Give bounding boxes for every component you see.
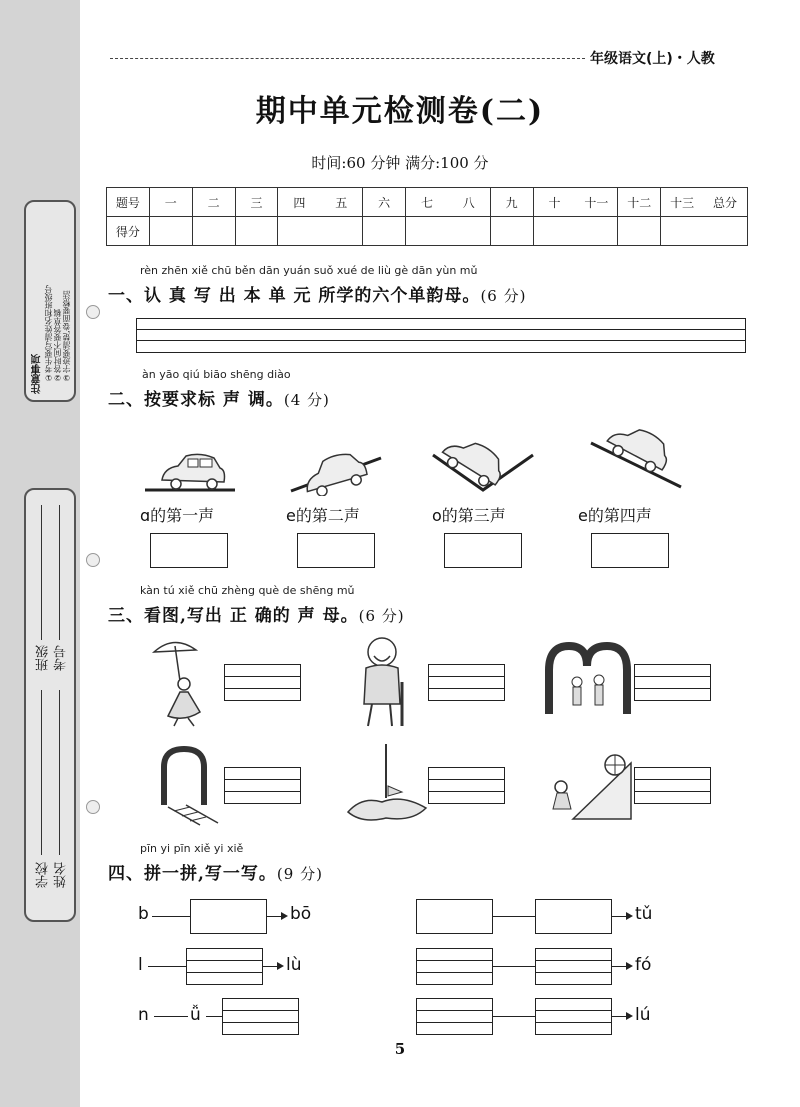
tone-item-pinyin: e [578,506,588,525]
spell-middle: ǚ [190,1005,201,1025]
score-cell[interactable] [235,217,278,246]
table-cell: 总分 [703,188,747,217]
class-label: 班级 [36,645,51,671]
table-cell: 得分 [107,217,150,246]
q1-writing-lines[interactable] [136,318,746,353]
score-cell[interactable] [406,217,448,246]
spell-start: l [138,955,143,975]
initial-answer-lines[interactable] [224,767,301,804]
connector-line [612,1016,626,1017]
flagpole-icon [342,742,432,826]
initial-answer-lines[interactable] [428,664,505,701]
car-downhill-icon [586,425,686,490]
q1-heading [108,281,526,306]
table-cell: 七 [406,188,448,217]
score-table [106,187,748,246]
connector-line [263,966,277,967]
table-cell: 十三 [661,188,703,217]
initial-answer-lines[interactable] [224,664,301,701]
connector-line [493,916,535,917]
initial-answer-lines[interactable] [634,767,711,804]
spell-answer-lines[interactable] [222,998,299,1035]
q2-pinyin: àn yāo qiú biāo shēng diào [142,368,291,381]
q3-pinyin: kàn tú xiě chū zhèng què de shēng mǔ [140,584,355,597]
table-cell: 十 [533,188,575,217]
tone-item-4-label [578,503,652,526]
binding-hole [86,305,100,319]
spell-start: b [138,904,149,924]
q3-heading [108,601,405,626]
connector-line [493,1016,535,1017]
connector-line [267,916,281,917]
old-man-cane-icon [352,634,418,729]
arrow-icon [626,912,633,920]
score-cell[interactable] [363,217,406,246]
tone-item-text: 的第二声 [295,506,360,525]
score-cell[interactable] [192,217,235,246]
tone-item-2-label [286,503,360,526]
car-valley-icon [428,430,538,495]
score-cell[interactable] [661,217,703,246]
q2-text: 二、按要求标 声 调。 [108,390,284,410]
table-cell: 五 [320,188,362,217]
monkey-wheel-icon [545,745,635,823]
name-blank[interactable] [59,690,60,855]
notice-box [24,200,76,402]
q4-score: (9 分) [276,865,323,883]
tone-item-pinyin: e [286,506,296,525]
connector-line [154,1016,188,1017]
exam-number-blank[interactable] [59,505,60,640]
spell-start: n [138,1005,149,1025]
connector-line [612,966,626,967]
arrow-icon [626,1012,633,1020]
tone-answer-box[interactable] [591,533,669,568]
tone-item-text: 的第一声 [150,506,215,525]
arrow-icon [626,962,633,970]
table-cell: 一 [149,188,192,217]
q4-pinyin: pīn yi pīn xiě yi xiě [140,842,244,855]
q3-score: (6 分) [358,607,405,625]
connector-line [152,916,190,917]
arrow-icon [281,912,288,920]
q4-heading [108,859,323,884]
table-cell: 题号 [107,188,150,217]
car-uphill-icon [286,436,386,496]
school-label: 学校 [36,862,51,888]
exam-number-label: 考号 [54,645,69,671]
score-cell[interactable] [533,217,575,246]
gate-children-icon [545,640,631,716]
q2-score: (4 分) [283,391,330,409]
initial-answer-lines[interactable] [634,664,711,701]
guide-line [137,329,745,330]
connector-line [148,966,186,967]
spell-answer-box[interactable] [190,899,267,934]
connector-line [612,916,626,917]
spell-answer-lines[interactable] [416,998,493,1035]
initial-answer-lines[interactable] [428,767,505,804]
spell-answer-box[interactable] [535,899,612,934]
school-blank[interactable] [41,690,42,855]
q2-heading [108,385,330,410]
q4-text: 四、拼一拼,写一写。 [108,864,277,884]
score-table-header-row [107,188,748,217]
score-cell[interactable] [490,217,533,246]
table-cell: 十二 [618,188,661,217]
class-blank[interactable] [41,505,42,640]
tone-item-text: 的第三声 [441,506,506,525]
notice-line: ②答时间不要答草稿 [53,309,62,382]
umbrella-girl-icon [150,636,216,728]
score-cell[interactable] [149,217,192,246]
spell-answer-lines[interactable] [535,998,612,1035]
table-cell: 九 [490,188,533,217]
tone-item-3-label [432,503,506,526]
notice-line: ①考生要写清姓名和班级号 [44,285,53,382]
q1-score: (6 分) [480,287,527,305]
spell-result: lù [286,955,302,975]
tone-item-1-label [140,503,214,526]
tone-answer-box[interactable] [444,533,522,568]
tone-answer-box[interactable] [297,533,375,568]
score-cell[interactable] [618,217,661,246]
arrow-icon [277,962,284,970]
spell-answer-lines[interactable] [416,948,493,985]
notice-lines [44,212,71,382]
page-number: 5 [394,1040,406,1058]
table-cell: 二 [192,188,235,217]
notice-title: 注意事项 [32,354,43,394]
table-cell: 三 [235,188,278,217]
tone-item-pinyin: ɑ [140,506,151,525]
tone-item-pinyin: o [432,506,442,525]
spell-result: tǔ [635,904,653,924]
q1-text: 一、认 真 写 出 本 单 元 所学的六个单韵母。 [108,286,481,306]
spell-answer-box[interactable] [416,899,493,934]
score-table-score-row [107,217,748,246]
spell-answer-lines[interactable] [186,948,263,985]
table-cell: 六 [363,188,406,217]
score-cell[interactable] [575,217,617,246]
header-dashed-line [110,58,585,59]
spell-result: bō [290,904,312,924]
notice-line: ③字迹要清楚,卷面要整洁 [62,290,71,382]
guide-line [137,340,745,341]
connector-line [206,1016,222,1017]
student-info-box [24,488,76,922]
tunnel-railway-icon [150,745,220,827]
q3-text: 三、看图,写出 正 确的 声 母。 [108,606,359,626]
spell-result: lú [635,1005,651,1025]
name-label: 姓名 [54,862,69,888]
table-cell: 四 [278,188,320,217]
header-label: 年级语文(上)・人教 [590,51,715,67]
table-cell: 十一 [575,188,617,217]
exam-info: 时间:60 分钟 满分:100 分 [311,154,489,172]
binding-hole [86,553,100,567]
page-title: 期中单元检测卷(二) [255,94,545,129]
score-cell[interactable] [278,217,320,246]
table-cell: 八 [448,188,490,217]
binding-hole [86,800,100,814]
car-flat-icon [140,440,240,495]
q1-pinyin: rèn zhēn xiě chū běn dān yuán suǒ xué de liù gè dān yùn mǔ [140,264,478,277]
score-cell[interactable] [320,217,362,246]
score-cell[interactable] [448,217,490,246]
spell-result: fó [635,955,652,975]
tone-answer-box[interactable] [150,533,228,568]
score-cell[interactable] [703,217,747,246]
spell-answer-lines[interactable] [535,948,612,985]
tone-item-text: 的第四声 [587,506,652,525]
connector-line [493,966,535,967]
